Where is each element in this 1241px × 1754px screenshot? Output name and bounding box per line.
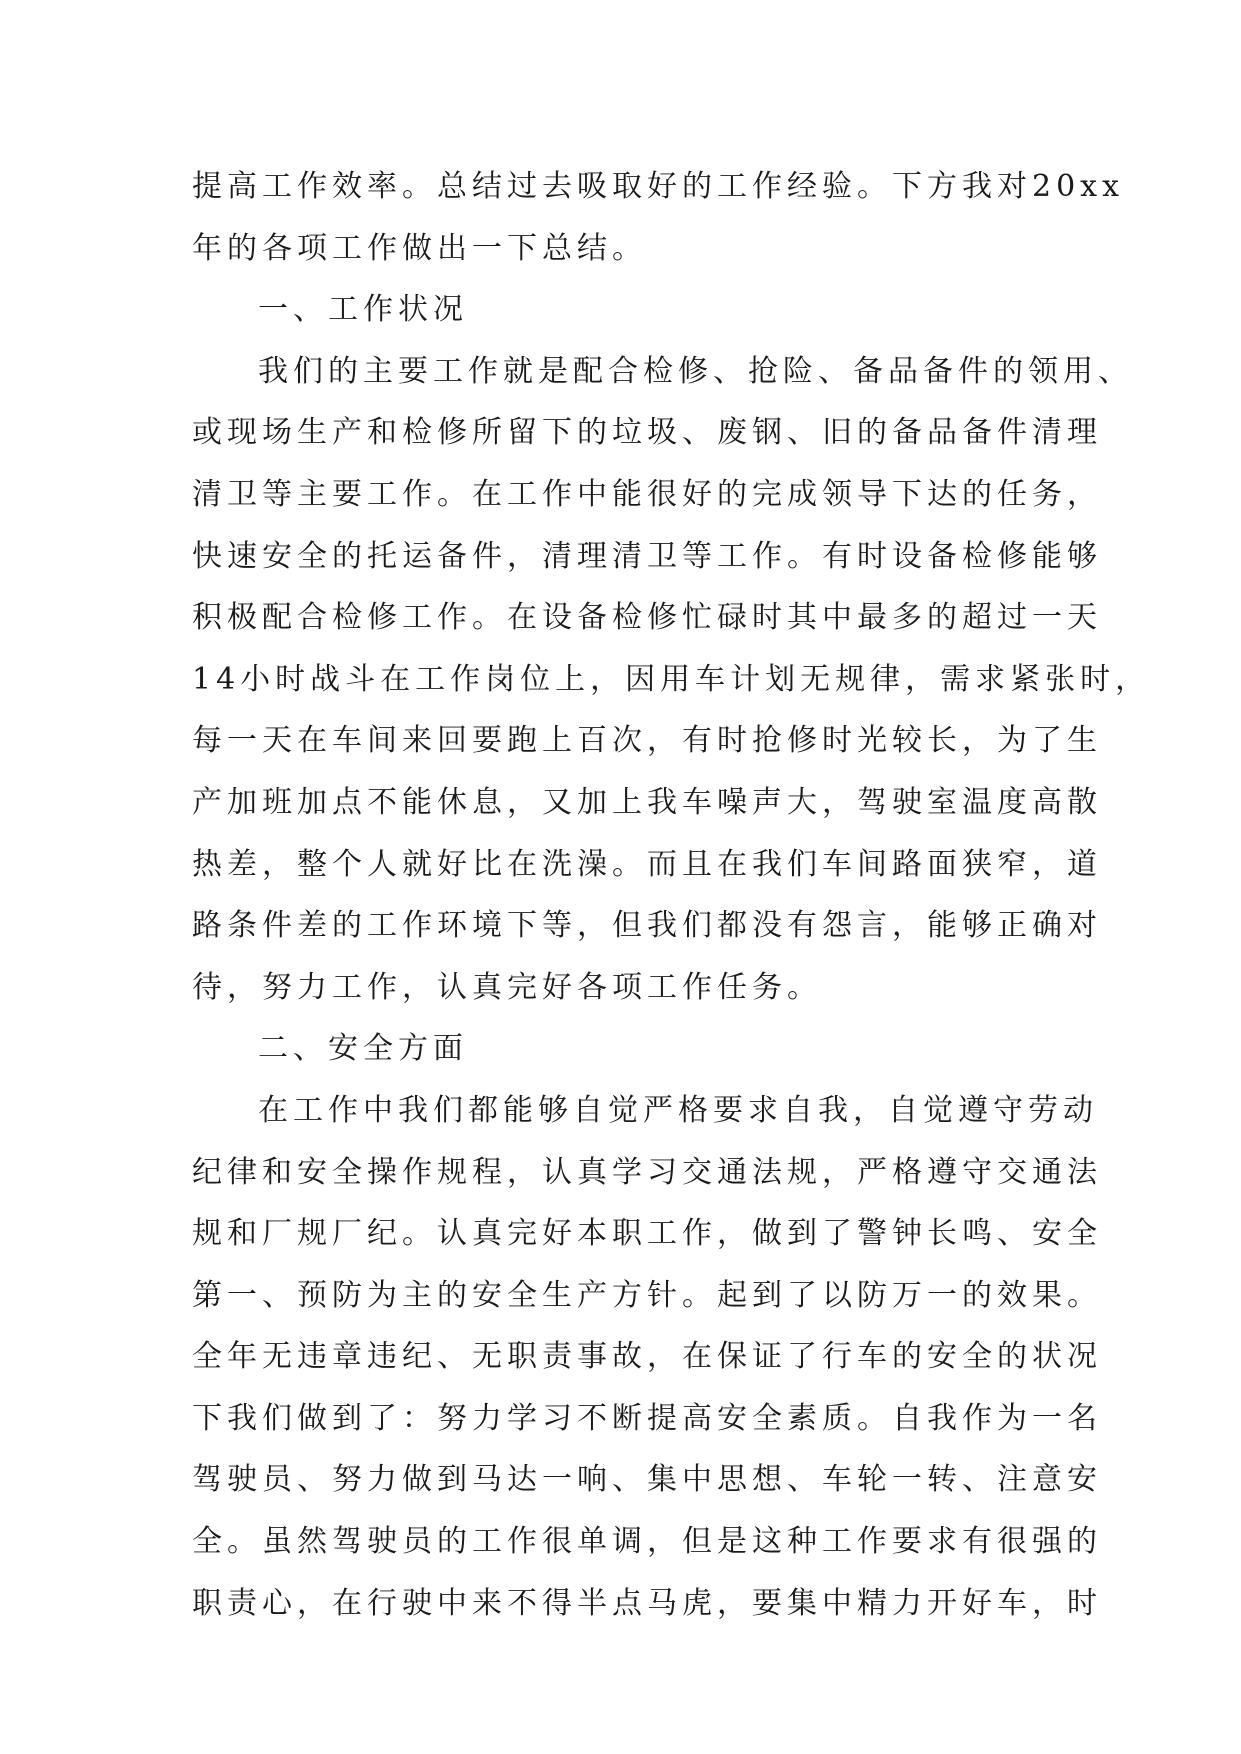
document-body [192, 156, 1151, 1634]
text-line: 在工作中我们都能够自觉严格要求自我，自觉遵守劳动 [258, 1092, 1098, 1128]
section-heading: 一、工作状况 [258, 292, 468, 328]
text-line: 积极配合检修工作。在设备检修忙碌时其中最多的超过一天 [192, 600, 1102, 636]
text-line: 全年无违章违纪、无职责事故，在保证了行车的安全的状况 [192, 1339, 1102, 1375]
text-line: 全。虽然驾驶员的工作很单调，但是这种工作要求有很强的 [192, 1524, 1102, 1560]
text-line: 驾驶员、努力做到马达一响、集中思想、车轮一转、注意安 [192, 1462, 1102, 1498]
text-line: 快速安全的托运备件，清理清卫等工作。有时设备检修能够 [192, 538, 1102, 574]
text-line: 我们的主要工作就是配合检修、抢险、备品备件的领用、 [258, 353, 1133, 389]
section-heading: 二、安全方面 [258, 1031, 468, 1067]
text-line: 纪律和安全操作规程，认真学习交通法规，严格遵守交通法 [192, 1154, 1102, 1190]
text-line: 规和厂规厂纪。认真完好本职工作，做到了警钟长鸣、安全 [192, 1216, 1102, 1252]
text-line: 下我们做到了：努力学习不断提高安全素质。自我作为一名 [192, 1400, 1102, 1436]
text-line: 清卫等主要工作。在工作中能很好的完成领导下达的任务， [192, 476, 1102, 512]
text-line: 每一天在车间来回要跑上百次，有时抢修时光较长，为了生 [192, 723, 1102, 759]
text-line: 热差，整个人就好比在洗澡。而且在我们车间路面狭窄，道 [192, 846, 1102, 882]
text-line: 提高工作效率。总结过去吸取好的工作经验。下方我对20xx [192, 169, 1125, 204]
text-line: 待，努力工作，认真完好各项工作任务。 [192, 969, 822, 1005]
text-line: 职责心，在行驶中来不得半点马虎，要集中精力开好车，时 [192, 1585, 1102, 1621]
text-line: 第一、预防为主的安全生产方针。起到了以防万一的效果。 [192, 1277, 1102, 1313]
text-line: 路条件差的工作环境下等，但我们都没有怨言，能够正确对 [192, 908, 1102, 944]
text-line: 14小时战斗在工作岗位上，因用车计划无规律，需求紧张时， [192, 661, 1151, 697]
text-line: 或现场生产和检修所留下的垃圾、废钢、旧的备品备件清理 [192, 415, 1102, 451]
text-line: 年的各项工作做出一下总结。 [192, 230, 647, 266]
text-line: 产加班加点不能休息，又加上我车噪声大，驾驶室温度高散 [192, 784, 1102, 820]
